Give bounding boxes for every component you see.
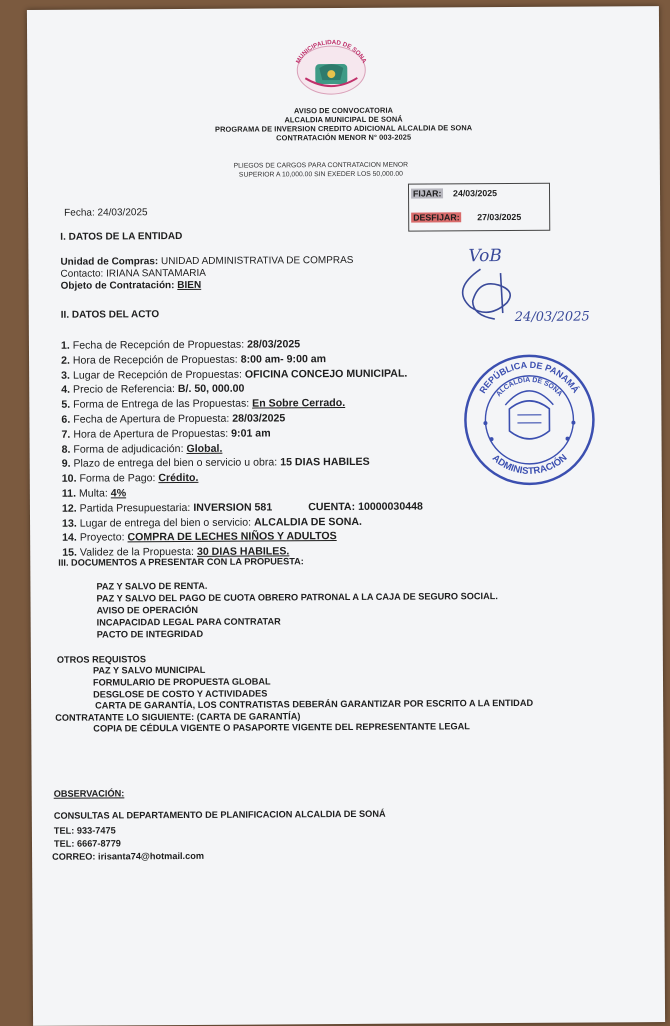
stamp-inner-text: ALCALDÍA DE SONÁ: [495, 376, 564, 399]
acto-item-value: ALCALDIA DE SONA.: [254, 515, 363, 529]
acto-item-label: Forma de Pago:: [79, 472, 156, 485]
acto-item-label: Validez de la Propuesta:: [79, 546, 195, 559]
acto-item-label: Hora de Apertura de Propuestas:: [73, 427, 229, 441]
otros-continuation: CONTRATANTE LO SIGUIENTE: (CARTA DE GARANTÍA): [55, 711, 301, 723]
contacto-label: Contacto:: [60, 268, 104, 280]
objeto-value: BIEN: [177, 279, 202, 292]
consultas-line: CONSULTAS AL DEPARTAMENTO DE PLANIFICACION ALCALDIA DE SONÁ: [53, 808, 386, 821]
signature-vob: VoB: [468, 246, 502, 267]
acto-item-number: 11.: [61, 487, 77, 500]
acto-item-extra-label: CUENTA:: [308, 500, 356, 514]
logo-text: MUNICIPALIDAD DE SONA: [294, 39, 368, 65]
section-entidad-title: I. DATOS DE LA ENTIDAD: [60, 230, 183, 243]
acto-item-value: 9:01 am: [231, 427, 271, 440]
acto-item-value: En Sobre Cerrado.: [252, 397, 346, 410]
acto-item: [61, 383, 244, 396]
acto-item-number: 12.: [61, 502, 77, 515]
otros-item: FORMULARIO DE PROPUESTA GLOBAL: [92, 676, 271, 688]
correo-line: CORREO: irisanta74@hotmail.com: [52, 850, 205, 862]
objeto-label: Objeto de Contratación:: [60, 280, 175, 292]
acto-item-value: INVERSION 581: [193, 501, 273, 514]
otros-item: PAZ Y SALVO MUNICIPAL: [92, 664, 206, 676]
acto-item: [61, 397, 345, 411]
acto-item: [62, 530, 337, 544]
acto-item-label: Partida Presupuestaria:: [79, 501, 191, 515]
acto-item-value: B/. 50, 000.00: [177, 383, 245, 396]
acto-item-label: Multa:: [78, 487, 108, 500]
acto-item-label: Fecha de Recepción de Propuestas:: [72, 338, 245, 352]
otros-item: CARTA DE GARANTÍA, LOS CONTRATISTAS DEBERÁN GARANTIZAR POR ESCRITO A LA ENTIDAD: [95, 698, 534, 711]
otros-item: DESGLOSE DE COSTO Y ACTIVIDADES: [93, 688, 268, 700]
header-line-2: ALCALDIA MUNICIPAL DE SONÁ: [284, 114, 403, 125]
contacto-value: IRIANA SANTAMARIA: [106, 267, 206, 280]
handwritten-signature: [440, 238, 617, 335]
acto-item-number: 2.: [61, 354, 70, 367]
svg-text:ADMINISTRACIÓN: [490, 452, 570, 477]
acto-item-label: Proyecto:: [79, 531, 125, 545]
acto-item-value: 8:00 am- 9:00 am: [240, 352, 327, 366]
acto-item-label: Lugar de entrega del bien o servicio:: [79, 516, 252, 530]
fecha-label: Fecha:: [64, 207, 95, 219]
fecha-line: [64, 207, 147, 219]
tel1-line: TEL: 933-7475: [53, 825, 116, 836]
stamp-top-text: REPÚBLICA DE PANAMÁ: [477, 359, 581, 396]
acto-item-label: Fecha de Apertura de Propuesta:: [73, 412, 230, 426]
otros-title: OTROS REQUISTOS: [56, 654, 147, 665]
documento-item: PAZ Y SALVO DEL PAGO DE CUOTA OBRERO PATRONAL A LA CAJA DE SEGURO SOCIAL.: [96, 591, 498, 604]
acto-item-number: 9.: [61, 458, 71, 471]
pliego-line-1: PLIEGOS DE CARGOS PARA CONTRATACION MENOR: [233, 161, 409, 170]
acto-item-number: 4.: [61, 384, 71, 397]
acto-item-number: 13.: [62, 517, 77, 530]
acto-item: [61, 412, 285, 425]
acto-item-number: 3.: [61, 369, 71, 382]
acto-item-label: Forma de adjudicación:: [73, 442, 184, 456]
acto-item: [62, 442, 223, 455]
acto-item-number: 14.: [62, 532, 77, 545]
acto-item-extra-value: 10000030448: [358, 500, 423, 513]
documento-item: INCAPACIDAD LEGAL PARA CONTRATAR: [96, 616, 281, 628]
fijar-label: FIJAR:: [413, 188, 442, 199]
desfijar-label: DESFIJAR:: [413, 212, 460, 223]
posting-dates-box: [408, 183, 550, 232]
document-page: [27, 6, 665, 1026]
municipality-seal-logo: [289, 38, 373, 97]
objeto-line: [61, 280, 202, 292]
svg-text:ALCALDÍA DE SONÁ: [495, 375, 565, 398]
fijar-value: 24/03/2025: [453, 188, 498, 199]
acto-item-value: Crédito.: [158, 472, 199, 485]
acto-item-label: Precio de Referencia:: [72, 383, 175, 397]
acto-item: [62, 515, 362, 529]
acto-item-label: Hora de Recepción de Propuestas:: [72, 353, 238, 367]
header-line-3: PROGRAMA DE INVERSION CREDITO ADICIONAL ALCALDIA DE SONA: [215, 123, 473, 134]
acto-item-number: 15.: [62, 546, 77, 559]
acto-item: [61, 338, 300, 351]
acto-item: [62, 500, 423, 514]
signature-date: 24/03/2025: [514, 309, 590, 325]
acto-item-value: 28/03/2025: [247, 338, 301, 351]
acto-item-number: 7.: [61, 428, 71, 441]
acto-item-label: Forma de Entrega de las Propuestas:: [73, 397, 250, 411]
header-line-4: CONTRATACIÓN MENOR N° 003-2025: [276, 132, 412, 143]
section-acto-title: II. DATOS DEL ACTO: [60, 309, 160, 321]
otros-last: COPIA DE CÉDULA VIGENTE O PASAPORTE VIGENTE DEL REPRESENTANTE LEGAL: [93, 721, 470, 734]
contacto-line: [60, 268, 206, 280]
acto-item-label: Plazo de entrega del bien o servicio u obra:: [73, 456, 278, 471]
section-documentos-title: III. DOCUMENTOS A PRESENTAR CON LA PROPUESTA:: [58, 556, 304, 568]
acto-item: [62, 487, 126, 499]
observacion-title: OBSERVACIÓN:: [53, 788, 125, 799]
documento-item: PAZ Y SALVO DE RENTA.: [96, 580, 208, 592]
acto-item-value: Global.: [186, 442, 223, 455]
pliego-line-2: SUPERIOR A 10,000.00 SIN EXEDER LOS 50,000.00: [238, 170, 403, 179]
acto-item: [62, 472, 199, 485]
unidad-line: [60, 255, 353, 268]
acto-item-value: 30 DIAS HABILES.: [196, 545, 290, 559]
acto-item-number: 10.: [61, 472, 77, 485]
header-line-1: AVISO DE CONVOCATORIA: [293, 105, 394, 116]
acto-item: [61, 427, 270, 440]
acto-item: [61, 353, 326, 367]
acto-item-number: 5.: [61, 398, 71, 411]
acto-item-number: 6.: [61, 413, 71, 426]
documento-item: AVISO DE OPERACIÓN: [96, 604, 199, 616]
acto-item-value: COMPRA DE LECHES NIÑOS Y ADULTOS: [127, 530, 337, 544]
acto-item-value: OFICINA CONCEJO MUNICIPAL.: [244, 367, 408, 381]
acto-item: [62, 456, 370, 470]
acto-item-value: 28/03/2025: [232, 412, 286, 425]
tel2-line: TEL: 6667-8779: [53, 838, 121, 849]
unidad-label: Unidad de Compras:: [60, 256, 159, 268]
unidad-value: UNIDAD ADMINISTRATIVA DE COMPRAS: [160, 254, 354, 268]
acto-item-number: 8.: [61, 443, 71, 456]
fecha-value: 24/03/2025: [97, 207, 148, 219]
desfijar-value: 27/03/2025: [477, 211, 522, 223]
acto-item-value: 4%: [110, 487, 127, 500]
stamp-bottom-text: ADMINISTRACIÓN: [489, 452, 570, 477]
acto-item-number: 1.: [60, 339, 70, 352]
documento-item: PACTO DE INTEGRIDAD: [96, 628, 204, 640]
acto-item: [61, 367, 407, 381]
official-stamp: [461, 352, 598, 487]
acto-item-value: 15 DIAS HABILES: [280, 456, 370, 469]
acto-item-label: Lugar de Recepción de Propuestas:: [72, 368, 242, 382]
